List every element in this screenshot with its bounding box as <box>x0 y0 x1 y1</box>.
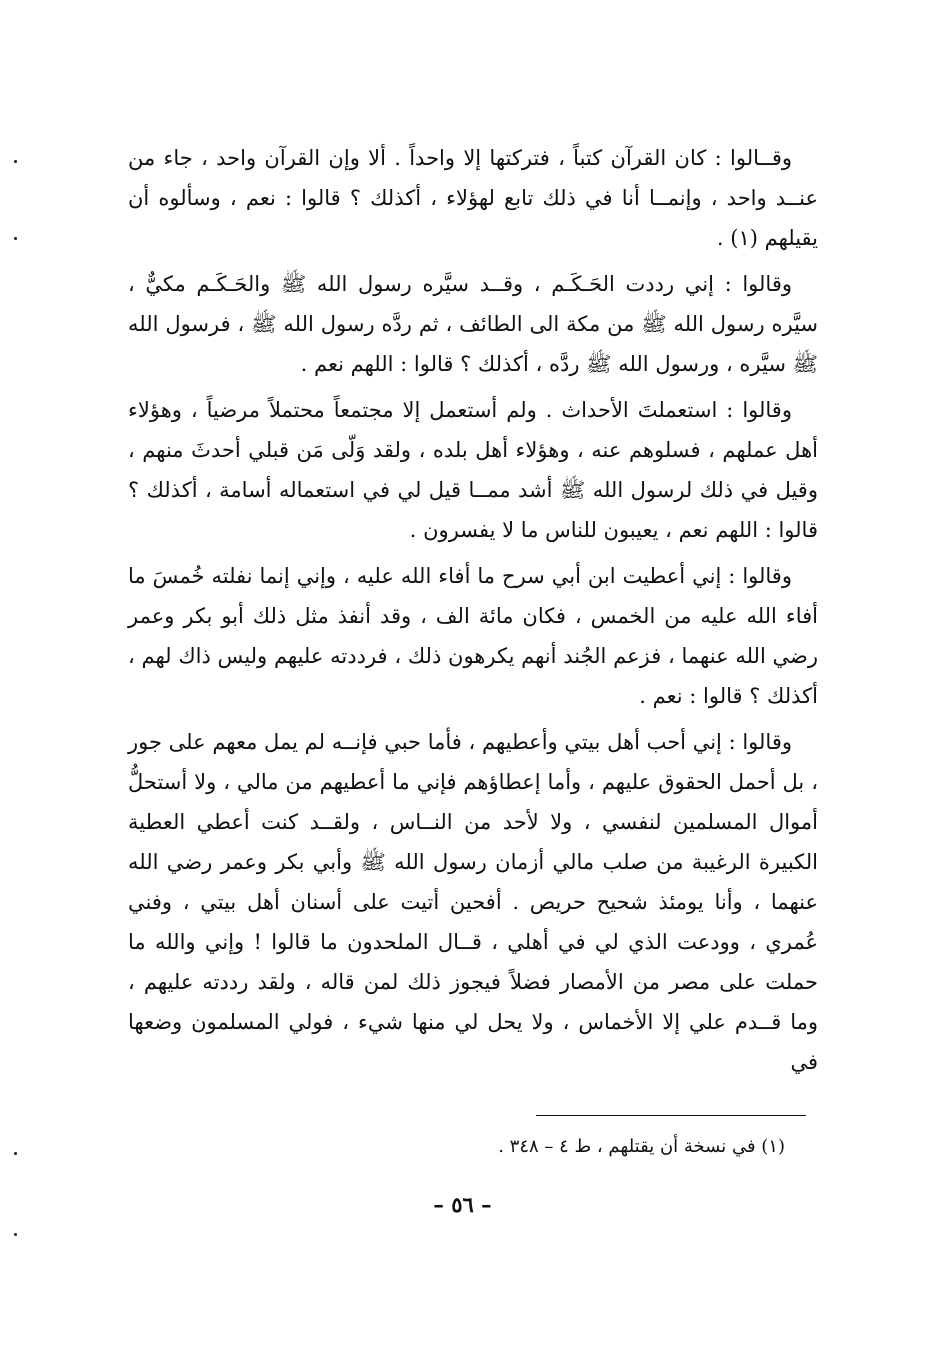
page-number: – ٥٦ – <box>433 1192 492 1217</box>
paragraph: وقــالوا : كان القرآن كتباً ، فتركتها إلا واحداً . ألا وإن القرآن واحد ، جاء من عنــد واحد ، وإنمــا أنا في ذلك تابع لهؤلاء ، أكذلك ؟ قالوا : نعم ، وسألوه أن يقيلهم (١) . <box>128 146 819 250</box>
margin-dot <box>14 1233 17 1236</box>
margin-dot <box>14 1152 17 1155</box>
margin-dot <box>14 160 17 163</box>
paragraph: وقالوا : استعملتَ الأحداث . ولم أستعمل إلا مجتمعاً محتملاً مرضياً ، وهؤلاء أهل عملهم ، فسلوهم عنه ، وهؤلاء أهل بلده ، ولقد وَلّى مَن قبلي أحدثَ منهم ، وقيل في ذلك لرسول الله ﷺ أشد ممــا قيل لي في استعماله أسامة ، أكذلك ؟ قالوا : اللهم نعم ، يعيبون للناس ما لا يفسرون . <box>128 398 818 542</box>
body-text <box>128 138 818 1088</box>
footnote-separator <box>536 1115 806 1116</box>
paragraph: وقالوا : إني أعطيت ابن أبي سرح ما أفاء الله عليه ، وإني إنما نفلته خُمسَ ما أفاء الله عليه من الخمس ، فكان مائة الف ، وقد أنفذ مثل ذلك أبو بكر وعمر رضي الله عنهما ، فزعم الجُند أنهم يكرهون ذلك ، فرددته عليهم وليس ذاك لهم ، أكذلك ؟ قالوا : نعم . <box>128 564 818 708</box>
footnote: (١) في نسخة أن يقتلهم ، ط ٤ – ٣٤٨ . <box>498 1136 785 1157</box>
margin-dot <box>14 237 17 240</box>
paragraph: وقالوا : إني أحب أهل بيتي وأعطيهم ، فأما حبي فإنــه لم يمل معهم على جور ، بل أحمل الحقوق عليهم ، وأما إعطاؤهم فإني ما أعطيهم من مالي ، ولا أستحلُّ أموال المسلمين لنفسي ، ولا لأحد من النــاس ، ولقــد كنت أعطي العطية الكبيرة الرغيبة من صلب مالي أزمان رسول الله ﷺ وأبي بكر وعمر رضي الله عنهما ، وأنا يومئذ شحيح حريص . أفحين أتيت على أسنان أهل بيتي ، وفني عُمري ، وودعت الذي لي في أهلي ، قــال الملحدون ما قالوا ! وإني والله ما حملت على مصر من الأمصار فضلاً فيجوز ذلك لمن قاله ، ولقد رددته عليهم ، وما قــدم علي إلا الأخماس ، ولا يحل لي منها شيء ، فولي المسلمون وضعها في <box>128 730 818 1074</box>
paragraph: وقالوا : إني رددت الحَـكَـم ، وقــد سيَّره رسول الله ﷺ والحَـكَـم مكيٌّ ، سيَّره رسول الله ﷺ من مكة الى الطائف ، ثم ردَّه رسول الله ﷺ ، فرسول الله ﷺ سيَّره ، ورسول الله ﷺ ردَّه ، أكذلك ؟ قالوا : اللهم نعم . <box>128 272 818 376</box>
